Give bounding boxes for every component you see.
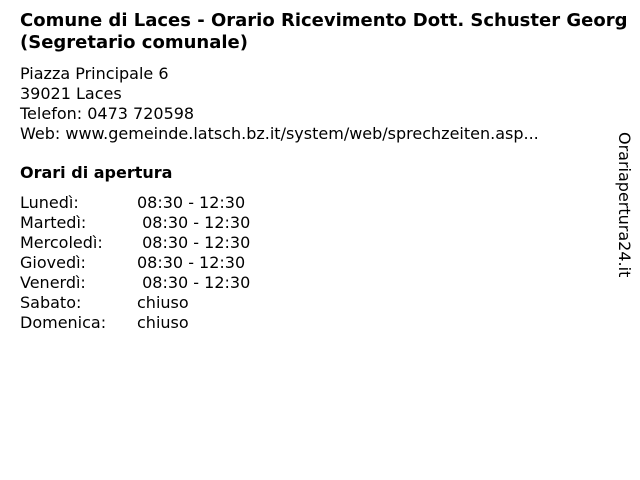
watermark-text: Orariapertura24.it: [615, 132, 634, 278]
hours-row-tuesday: [20, 213, 250, 233]
opening-hours-list: [20, 193, 250, 333]
time-value: 08:30 - 12:30: [137, 193, 246, 212]
page-title: Comune di Laces - Orario Ricevimento Dott. Schuster Georg (Segretario comunale): [20, 10, 628, 53]
opening-hours-heading: Orari di apertura: [20, 163, 173, 182]
time-value: 08:30 - 12:30: [137, 253, 246, 272]
phone-number: Telefon: 0473 720598: [20, 104, 195, 123]
hours-row-wednesday: [20, 233, 250, 253]
street-address: Piazza Principale 6: [20, 64, 169, 83]
hours-row-saturday: [20, 293, 250, 313]
hours-row-monday: [20, 193, 250, 213]
city-postal-code: 39021 Laces: [20, 84, 122, 103]
hours-row-sunday: [20, 313, 250, 333]
time-value: chiuso: [137, 293, 189, 312]
hours-row-friday: [20, 273, 250, 293]
time-value: 08:30 - 12:30: [137, 213, 251, 232]
hours-row-thursday: [20, 253, 250, 273]
day-label: Lunedì:: [20, 193, 79, 212]
time-value: 08:30 - 12:30: [137, 273, 251, 292]
day-label: Martedì:: [20, 213, 87, 232]
day-label: Sabato:: [20, 293, 82, 312]
day-label: Venerdì:: [20, 273, 86, 292]
address-block: [20, 64, 600, 144]
website-link[interactable]: Web: www.gemeinde.latsch.bz.it/system/web/sprechzeiten.asp...: [20, 124, 539, 143]
day-label: Domenica:: [20, 313, 107, 332]
time-value: chiuso: [137, 313, 189, 332]
day-label: Mercoledì:: [20, 233, 103, 252]
site-watermark: [612, 132, 636, 312]
day-label: Giovedì:: [20, 253, 86, 272]
time-value: 08:30 - 12:30: [137, 233, 251, 252]
